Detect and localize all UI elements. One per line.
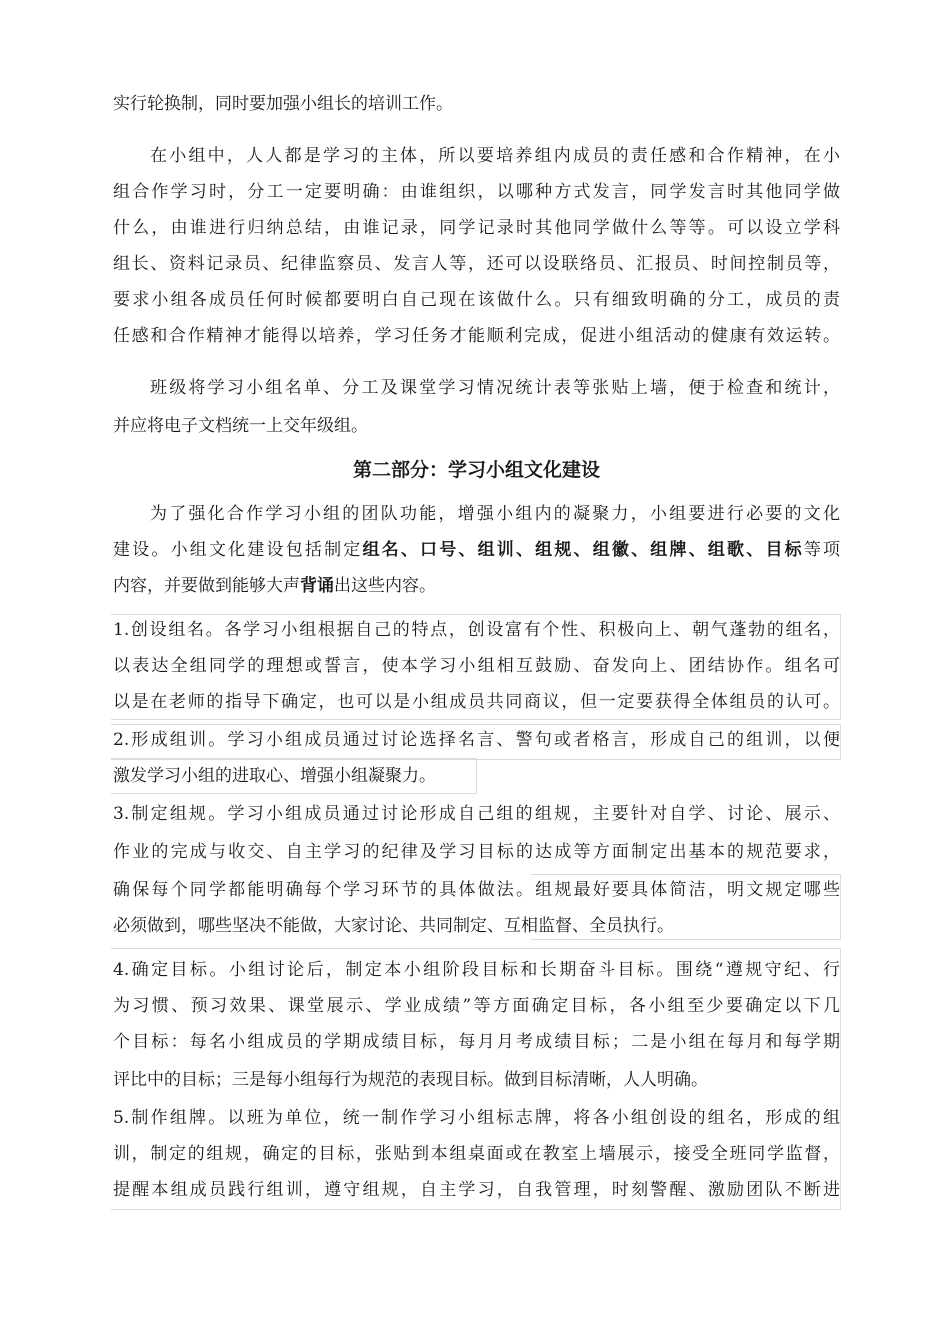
paragraph-line	[113, 570, 840, 602]
item-line: 以是在老师的指导下确定，也可以是小组成员共同商议，但一定要获得全体组员的认可。	[113, 692, 840, 712]
item-line: 训，制定的组规，确定的目标，张贴到本组桌面或在教室上墙展示，接受全班同学监督，	[113, 1144, 840, 1164]
item-line: 4.确定目标。小组讨论后，制定本小组阶段目标和长期奋斗目标。围绕“遵规守纪、行	[113, 960, 840, 980]
paragraph-line: 组长、资料记录员、纪律监察员、发言人等，还可以设联络员、汇报员、时间控制员等，	[113, 254, 840, 274]
item-line: 以表达全组同学的理想或誓言，使本学习小组相互鼓励、奋发向上、团结协作。组名可	[113, 656, 840, 676]
paragraph-line: 组合作学习时，分工一定要明确：由谁组织，以哪种方式发言，同学发言时其他同学做	[113, 182, 840, 202]
paragraph-line: 什么，由谁进行归纳总结，由谁记录，同学记录时其他同学做什么等等。可以设立学科	[113, 218, 840, 238]
paragraph-line: 并应将电子文档统一上交年级组。	[113, 416, 368, 436]
paragraph-line: 班级将学习小组名单、分工及课堂学习情况统计表等张贴上墙，便于检查和统计，	[150, 378, 840, 398]
item-line: 作业的完成与收交、自主学习的纪律及学习目标的达成等方面制定出基本的规范要求，	[113, 842, 840, 862]
item-line: 必须做到，哪些坚决不能做，大家讨论、共同制定、互相监督、全员执行。	[113, 916, 674, 936]
item-line: 评比中的目标；三是每小组每行为规范的表现目标。做到目标清晰，人人明确。	[113, 1070, 708, 1090]
text-run: 等项	[803, 540, 840, 560]
item-line: 1.创设组名。各学习小组根据自己的特点，创设富有个性、积极向上、朝气蓬勃的组名，	[113, 620, 840, 640]
item-line: 5.制作组牌。以班为单位，统一制作学习小组标志牌，将各小组创设的组名，形成的组	[113, 1108, 840, 1128]
section-heading: 第二部分：学习小组文化建设	[352, 459, 600, 481]
bold-keywords: 组名、口号、组训、组规、组徽、组牌、组歌、目标	[362, 540, 804, 560]
item-line: 2.形成组训。学习小组成员通过讨论选择名言、警句或者格言，形成自己的组训，以便	[113, 730, 840, 750]
paragraph-line: 为了强化合作学习小组的团队功能，增强小组内的凝聚力，小组要进行必要的文化	[150, 504, 840, 524]
paragraph-line: 在小组中，人人都是学习的主体，所以要培养组内成员的责任感和合作精神，在小	[150, 146, 840, 166]
text-run: 建设。小组文化建设包括制定	[113, 540, 363, 560]
text-run: 出这些内容。	[334, 576, 436, 596]
paragraph-line: 任感和合作精神才能得以培养，学习任务才能顺利完成，促进小组活动的健康有效运转。	[113, 326, 840, 346]
item-line: 激发学习小组的进取心、增强小组凝聚力。	[113, 766, 436, 786]
item-line: 3.制定组规。学习小组成员通过讨论形成自己组的组规，主要针对自学、讨论、展示、	[113, 804, 840, 824]
text-run: 内容，并要做到能够大声	[113, 576, 300, 596]
paragraph-line	[113, 534, 840, 566]
item-line: 个目标：每名小组成员的学期成绩目标，每月月考成绩目标；二是小组在每月和每学期	[113, 1032, 840, 1052]
paragraph-line: 要求小组各成员任何时候都要明白自己现在该做什么。只有细致明确的分工，成员的责	[113, 290, 840, 310]
item-line: 为习惯、预习效果、课堂展示、学业成绩”等方面确定目标，各小组至少要确定以下几	[113, 996, 840, 1016]
item-line: 确保每个同学都能明确每个学习环节的具体做法。组规最好要具体简洁，明文规定哪些	[113, 880, 840, 900]
item-line: 提醒本组成员践行组训，遵守组规，自主学习，自我管理，时刻警醒、激励团队不断进	[113, 1180, 840, 1200]
paragraph-line: 实行轮换制，同时要加强小组长的培训工作。	[113, 94, 453, 114]
bold-keyword: 背诵	[300, 576, 334, 596]
